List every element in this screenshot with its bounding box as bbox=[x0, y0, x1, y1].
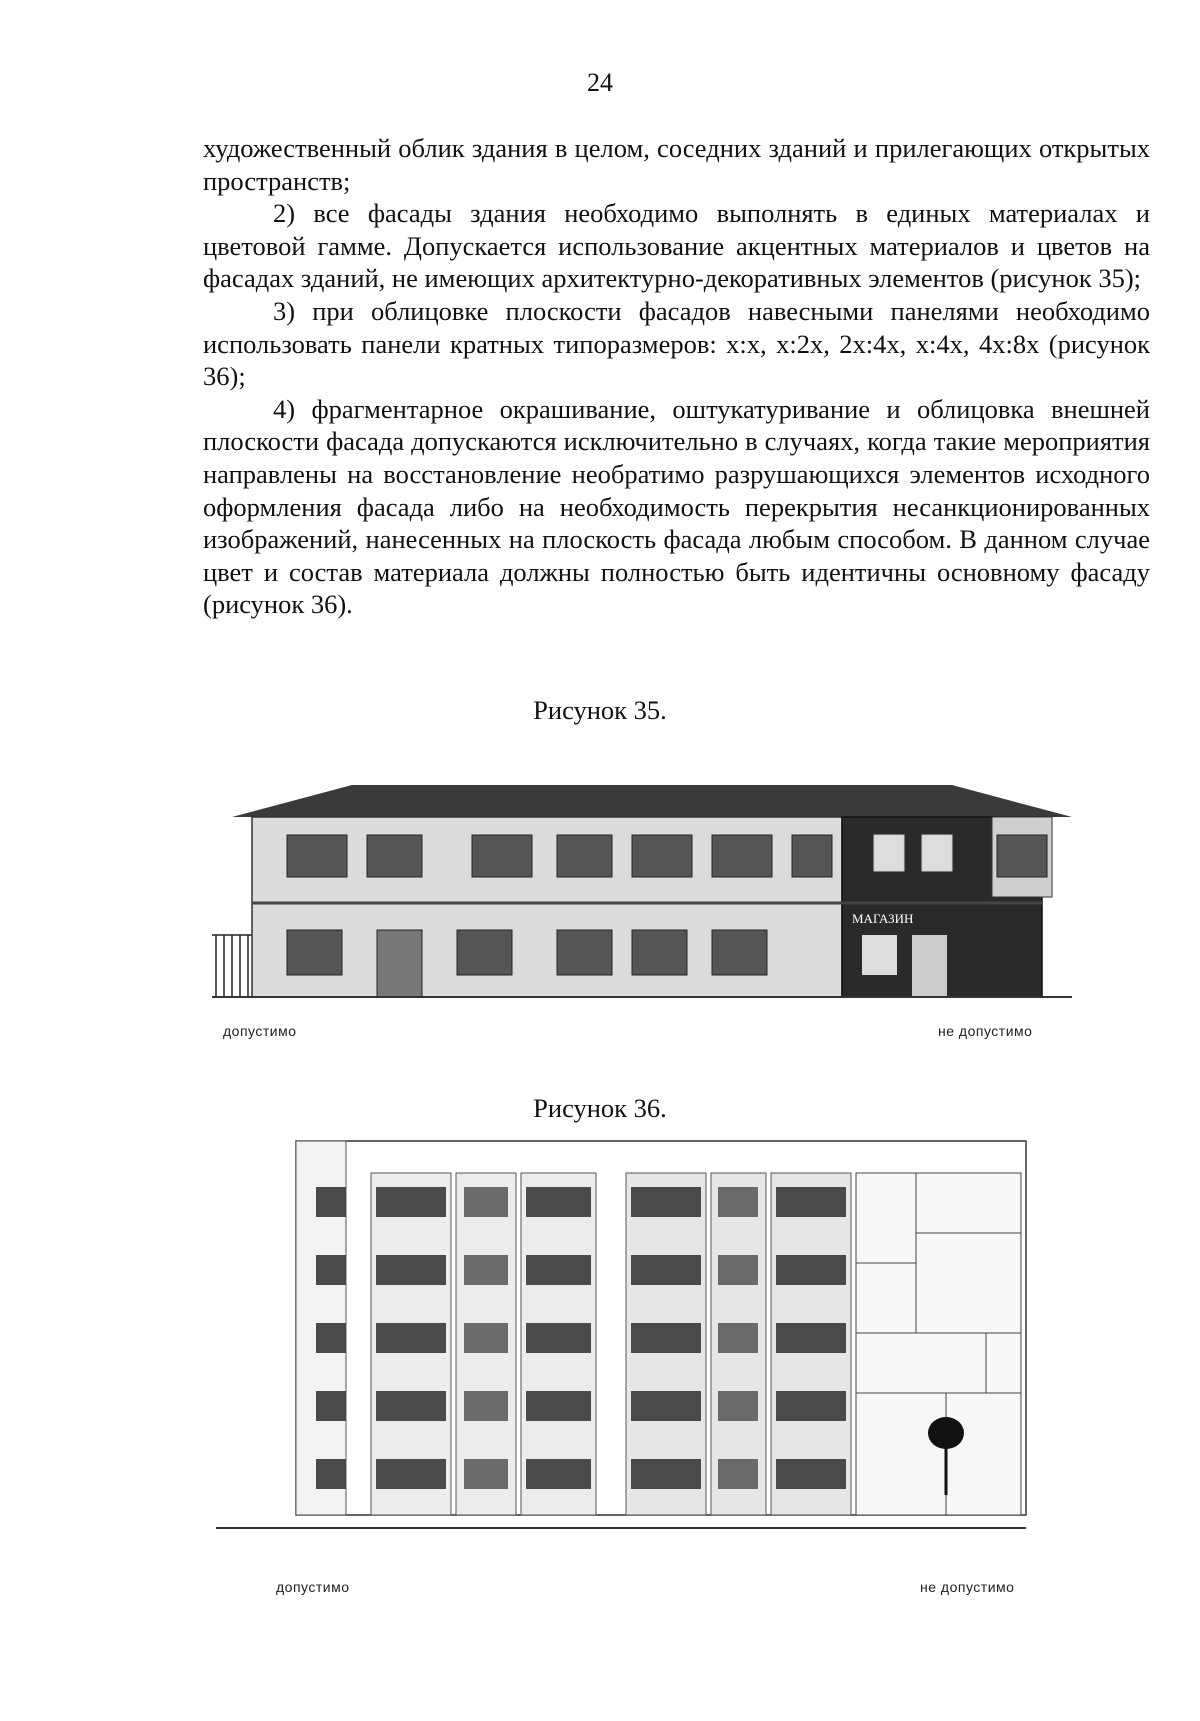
figure-35-drawing bbox=[212, 735, 1092, 1025]
figure-36-title: Рисунок 36. bbox=[533, 1093, 667, 1123]
shop-sign: МАГАЗИН bbox=[852, 911, 914, 926]
paragraph-3: 3) при облицовке плоскости фасадов навесными панелями необходимо использовать панели кратных типоразмеров: x:x, x:2x, 2x:4x, x:4x, 4x:8x (рисунок 36); bbox=[203, 295, 1150, 392]
roof bbox=[232, 785, 1072, 817]
figure-36-caption-allowed: допустимо bbox=[276, 1579, 350, 1595]
paragraph-4: 4) фрагментарное окрашивание, оштукатуривание и облицовка внешней плоскости фасада допускаются исключительно в случаях, когда такие мероприятия направлены на восстановление необратимо разрушающихся элементов исходного оформления фасада либо на необходимость перекрытия несанкционированных изображений, нанесенных на плоскость фасада любым способом. В данном случае цвет и состав материала должны полностью быть идентичны основному фасаду (рисунок 36). bbox=[203, 393, 1150, 620]
body-text bbox=[203, 132, 1150, 621]
figure-36-caption-not-allowed: не допустимо bbox=[920, 1579, 1015, 1595]
paragraph-1: художественный облик здания в целом, соседних зданий и прилегающих открытых пространств; bbox=[203, 133, 1150, 196]
figure-35-caption-not-allowed: не допустимо bbox=[938, 1023, 1033, 1039]
figure-36-drawing bbox=[216, 1135, 1036, 1565]
figure-35-caption-allowed: допустимо bbox=[223, 1023, 297, 1039]
paragraph-2: 2) все фасады здания необходимо выполнять в единых материалах и цветовой гамме. Допускается использование акцентных материалов и цветов на фасадах зданий, не имеющих архитектурно-декоративных элементов (рисунок 35); bbox=[203, 198, 1150, 294]
figure-35-title: Рисунок 35. bbox=[533, 695, 667, 725]
page-number: 24 bbox=[587, 68, 613, 97]
